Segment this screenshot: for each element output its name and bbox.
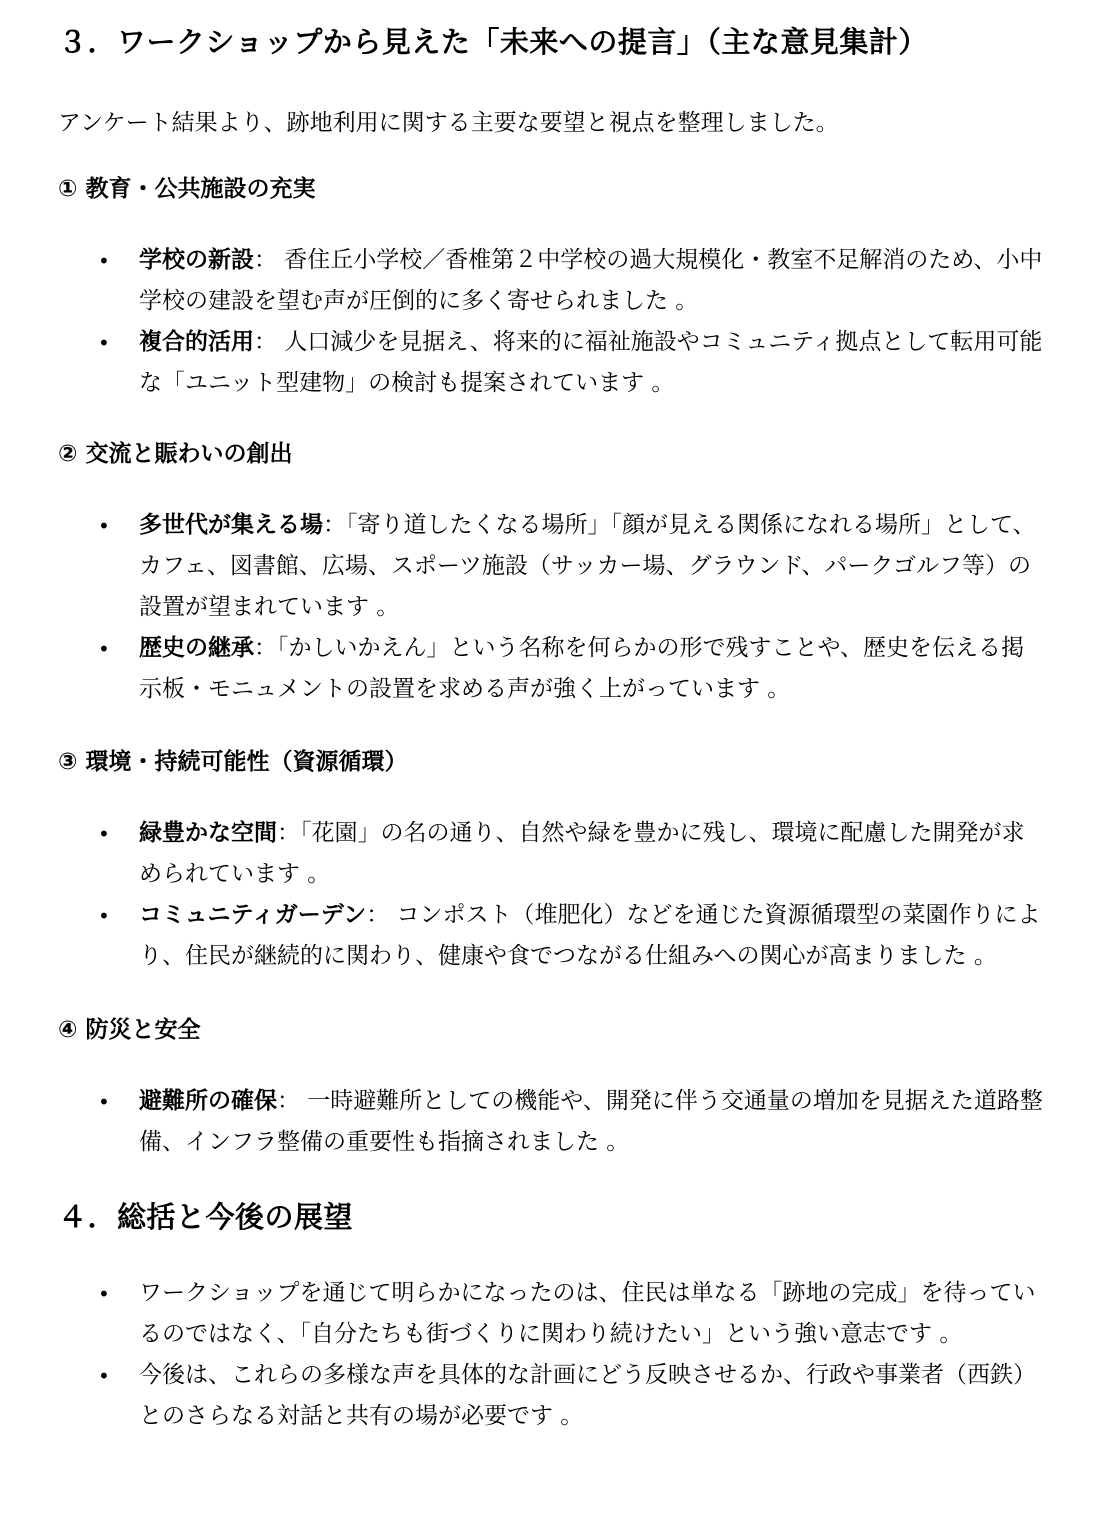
bullet-dot-icon: • xyxy=(98,822,110,846)
bullet-dot-icon: • xyxy=(98,1282,110,1306)
list-item xyxy=(58,813,1043,895)
bullet-dot-icon: • xyxy=(98,1090,110,1114)
bullet-dot-icon: • xyxy=(98,1364,110,1388)
bullet-list-education xyxy=(58,240,1043,404)
bullet-term: 多世代が集える場 xyxy=(139,512,323,538)
subsection-heading-disaster: ④ 防災と安全 xyxy=(58,1017,201,1043)
list-item xyxy=(58,1081,1043,1163)
bullet-text: ： コンポスト（堆肥化）などを通じた資源循環型の菜園作りにより、住民が継続的に関わり、健康や食でつながる仕組みへの関心が高まりました 。 xyxy=(139,902,1041,969)
subsection-heading-environment: ③ 環境・持続可能性（資源循環） xyxy=(58,749,408,775)
bullet-text: ：「かしいかえん」という名称を何らかの形で残すことや、歴史を伝える掲示板・モニュメントの設置を求める声が強く上がっています 。 xyxy=(139,635,1025,702)
bullet-list-summary xyxy=(58,1273,1043,1437)
bullet-text: ：「寄り道したくなる場所」「顔が見える関係になれる場所」として、カフェ、図書館、広場、スポーツ施設（サッカー場、グラウンド、パークゴルフ等）の設置が望まれています 。 xyxy=(139,512,1036,620)
bullet-term: 避難所の確保 xyxy=(139,1088,277,1114)
bullet-text: ： 人口減少を見据え、将来的に福祉施設やコミュニティ拠点として転用可能な「ユニット型建物」の検討も提案されています 。 xyxy=(139,329,1043,396)
bullet-list-exchange xyxy=(58,505,1043,710)
bullet-text: ： 香住丘小学校／香椎第２中学校の過大規模化・教室不足解消のため、小中学校の建設を望む声が圧倒的に多く寄せられました 。 xyxy=(139,247,1043,314)
list-item xyxy=(58,895,1043,977)
list-item xyxy=(58,322,1043,404)
bullet-text: 今後は、これらの多様な声を具体的な計画にどう反映させるか、行政や事業者（西鉄）とのさらなる対話と共有の場が必要です 。 xyxy=(139,1362,1036,1429)
bullet-dot-icon: • xyxy=(98,904,110,928)
subsection-heading-exchange: ② 交流と賑わいの創出 xyxy=(58,441,293,467)
bullet-term: 緑豊かな空間 xyxy=(139,820,277,846)
document-page xyxy=(58,18,1043,1437)
subsection-heading-education: ① 教育・公共施設の充実 xyxy=(58,176,316,202)
bullet-dot-icon: • xyxy=(98,637,110,661)
bullet-text: ：「花園」の名の通り、自然や緑を豊かに残し、環境に配慮した開発が求められています 。 xyxy=(139,820,1025,887)
bullet-text: ワークショップを通じて明らかになったのは、住民は単なる「跡地の完成」を待っているのではなく、「自分たちも街づくりに関わり続けたい」という強い意志です 。 xyxy=(139,1280,1036,1347)
list-item xyxy=(58,1273,1043,1355)
bullet-dot-icon: • xyxy=(98,331,110,355)
bullet-dot-icon: • xyxy=(98,514,110,538)
list-item xyxy=(58,1355,1043,1437)
bullet-text: ： 一時避難所としての機能や、開発に伴う交通量の増加を見据えた道路整備、インフラ整備の重要性も指摘されました 。 xyxy=(139,1088,1043,1155)
list-item xyxy=(58,628,1043,710)
bullet-term: 学校の新設 xyxy=(139,247,254,273)
bullet-term: 歴史の継承 xyxy=(139,635,254,661)
bullet-list-environment xyxy=(58,813,1043,977)
list-item xyxy=(58,505,1043,628)
bullet-term: コミュニティガーデン xyxy=(139,902,367,928)
section3-title: ３．ワークショップから見えた「未来への提言」（主な意見集計） xyxy=(58,25,928,59)
bullet-dot-icon: • xyxy=(98,249,110,273)
section3-intro: アンケート結果より、跡地利用に関する主要な要望と視点を整理しました。 xyxy=(58,110,839,136)
bullet-term: 複合的活用 xyxy=(139,329,254,355)
section4-title: ４．総括と今後の展望 xyxy=(58,1200,354,1234)
list-item xyxy=(58,240,1043,322)
bullet-list-disaster xyxy=(58,1081,1043,1163)
